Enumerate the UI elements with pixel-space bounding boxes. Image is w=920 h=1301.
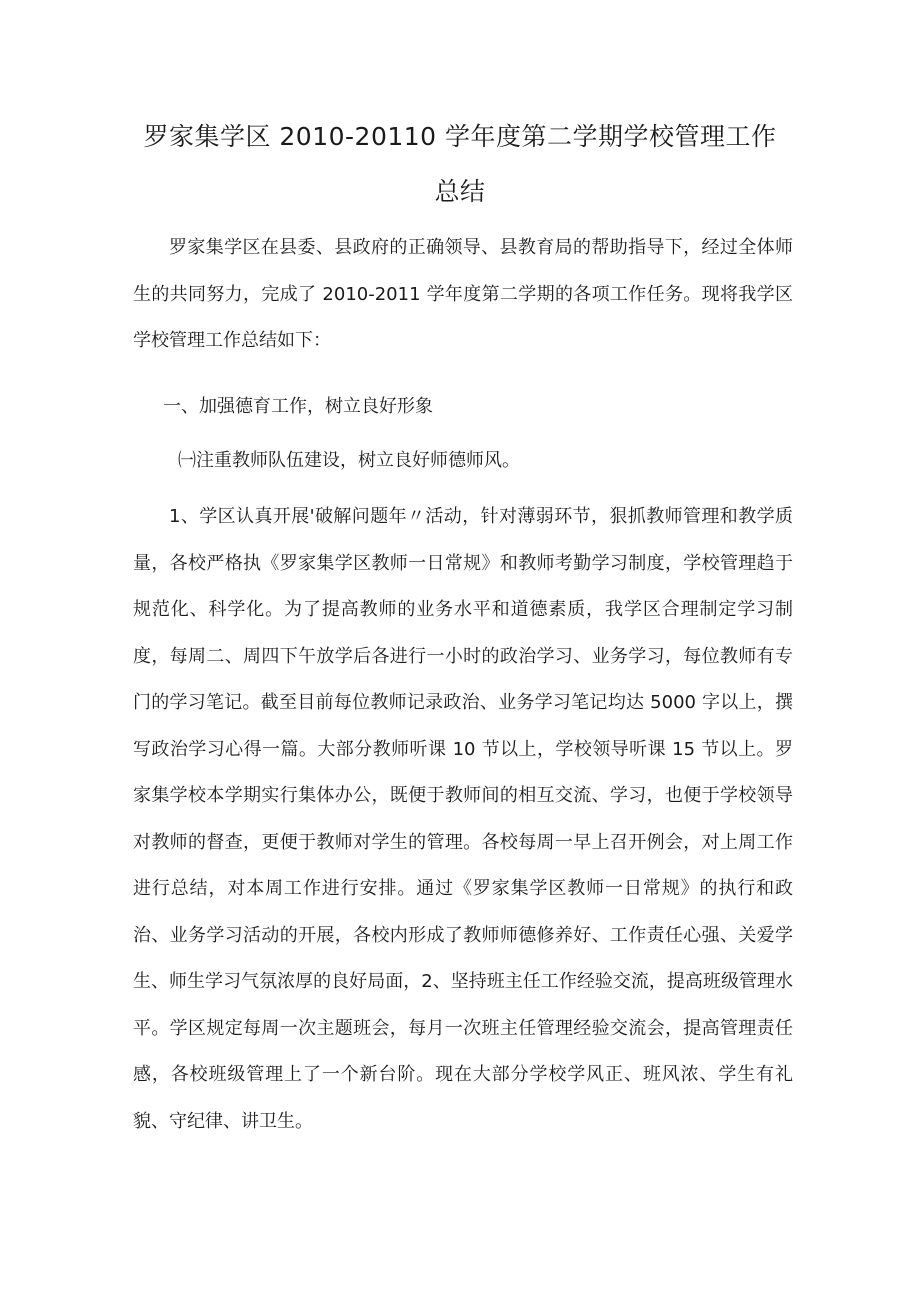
section-heading-1: 一、加强德育工作，树立良好形象 xyxy=(163,396,433,417)
body-paragraph: 1、学区认真开展'破解问题年〃活动，针对薄弱环节，狠抓教师管理和教学质量，各校严格执《罗家集学区教师一日常规》和教师考勤学习制度，学校管理趋于规范化、科学化。为了提高教师的业务水平和道德素质，我学区合理制定学习制度，每周二、周四下午放学后各进行一小时的政治学习、业务学习，每位教师有专门的学习笔记。截至目前每位教师记录政治、业务学习笔记均达 5000 字以上，撰写政治学习心得一篇。大部分教师听课 10 节以上，学校领导听课 15 节以上。罗家集学校本学期实行集体办公，既便于教师间的相互交流、学习，也便于学校领导对教师的督查，更便于教师对学生的管理。各校每周一早上召开例会，对上周工作进行总结，对本周工作进行安排。通过《罗家集学区教师一日常规》的执行和政治、业务学习活动的开展，各校内形成了教师师德修养好、工作责任心强、关爱学生、师生学习气氛浓厚的良好局面，2、坚持班主任工作经验交流，提高班级管理水平。学区规定每周一次主题班会，每月一次班主任管理经验交流会，提高管理责任感，各校班级管理上了一个新台阶。现在大部分学校学风正、班风浓、学生有礼貌、守纪律、讲卫生。 xyxy=(133,506,793,1132)
document-title-line-2: 总结 xyxy=(434,177,486,206)
document-title-line-1: 罗家集学区 2010-20110 学年度第二学期学校管理工作 xyxy=(143,122,777,151)
subsection-heading-1: ㈠注重教师队伍建设，树立良好师德师风。 xyxy=(178,450,520,471)
intro-paragraph: 罗家集学区在县委、县政府的正确领导、县教育局的帮助指导下，经过全体师生的共同努力，完成了 2010-2011 学年度第二学期的各项工作任务。现将我学区学校管理工作总结如下： xyxy=(133,237,793,351)
